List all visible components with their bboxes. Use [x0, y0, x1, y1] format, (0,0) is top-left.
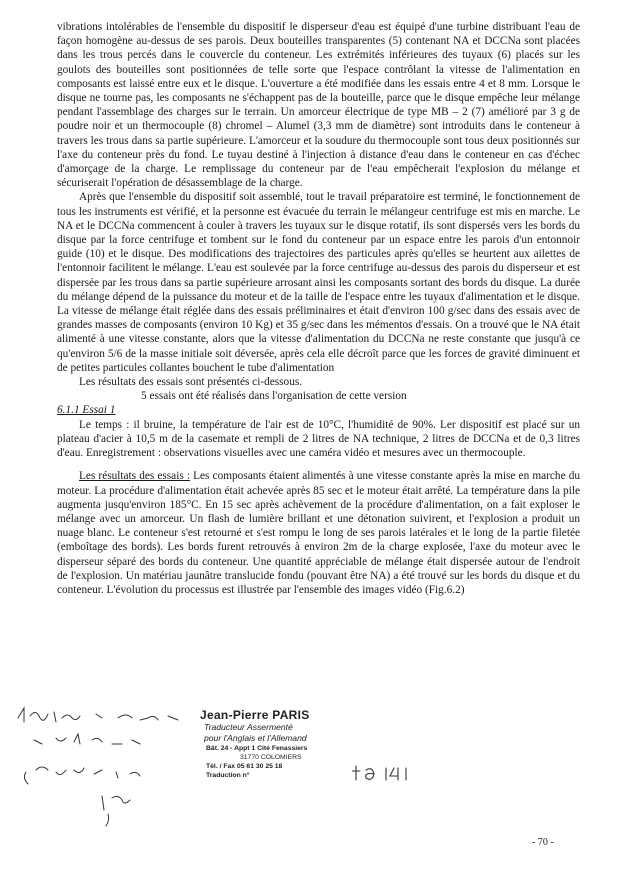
page-number: - 70 -	[532, 837, 554, 848]
paragraph-2: Après que l'ensemble du dispositif soit assemblé, tout le travail préparatoire est terminé, le fonctionnement de tous les instruments est vérifié, et la personne est évacuée du terrain le mélangeur centrifuge est mis en marche. Le NA et le DCCNa commencent à couler à travers les tuyaux sur le disque rotatif, ils sont dispersés vers les bords du disque par la force centrifuge et tombent sur le fond du conteneur par un espace entre les parois d'un entonnoir guide (10) et le disque. Des modifications des trajectoires des particules après qu'elles se heurtent aux ailettes de l'entonnoir facilitent le mélange. L'eau est soulevée par la force centrifuge au-dessus des parois du disperseur et est dispersée par les trous dans sa partie supérieure arrosant ainsi les composants sortant des bords du disque. La durée du mélange dépend de la puissance du moteur et de la taille de l'espace entre les tuyaux d'alimentation et le disque. La vitesse de mélange était réglée dans des essais préliminaires et était d'environ 100 g/sec dans des essais avec de grandes masses de composants (environ 10 Kg) et 35 g/sec dans les mémentos d'essais. On a trouvé que le NA était alimenté à une vitesse constante, alors que la vitesse d'alimentation du DCCNa ne reste constante que jusqu'à ce qu'environ 5/6 de la masse initiale soit déversée, après cela elle décroît parce que les forces de gravité diminuent et de petites particules collantes bouchent le tube d'alimentation	[57, 191, 580, 374]
paragraph-1: vibrations intolérables de l'ensemble du dispositif le disperseur d'eau est équipé d'une turbine distribuant l'eau de façon homogène au-dessus de ses parois. Deux bouteilles transparentes (5) contenant NA et DCCNa sont placées dans les trous percés dans le couvercle du conteneur. Les extrémités inférieures des tuyaux (6) placés sur les goulots des bouteilles sont positionnées de telle sorte que l'espace contrôlant la vitesse de l'alimentation en composants est laissé entre eux et le disque. L'ouverture a été modifiée dans les essais entre 4 et 8 mm. Lorsque le disque ne tourne pas, les composants ne s'échappent pas de la bouteille, parce que le disque empêche leur mélange pendant l'assemblage des charges sur le terrain. Un amorceur électrique de type MB – 2 (7) amélioré par 3 g de poudre noir et un thermocouple (8) chromel – Alumel (3,3 mm de diamètre) sont introduits dans le conteneur à travers les trous dans sa partie supérieure. L'amorceur et la soudure du thermocouple sont tous deux positionnés sur l'axe du conteneur près du fond. Le tuyau destiné à l'injection à distance d'eau dans le conteneur en cas d'échec d'amorçage de la charge. Le remplissage du conteneur par de l'eau empêcherait l'explosion du mélange et sécuriserait l'opération de désassemblage de la charge.	[57, 21, 580, 190]
results-label: Les résultats des essais :	[79, 470, 190, 483]
paragraph-6	[57, 469, 580, 597]
body-text	[57, 20, 580, 597]
stamp-languages: pour l'Anglais et l'Allemand	[204, 733, 307, 743]
handwritten-signature	[8, 700, 208, 840]
stamp-translation-number: Traduction n°	[206, 772, 250, 779]
stamp-phone: Tél. / Fax 05 61 30 25 18	[206, 763, 283, 770]
handwritten-number	[352, 762, 432, 784]
paragraph-5: Le temps : il bruine, la température de l'air est de 10°C, l'humidité de 90%. Ler dispositif est placé sur un plateau d'acier à 10,5 m de la casemate et rempli de 2 litres de NA technique, 2 litres de DCCNa et de 0,3 litres d'eau. Enregistrement : observations visuelles avec une caméra vidéo et mesures avec un thermocouple.	[57, 418, 580, 460]
stamp-title: Traducteur Assermenté	[204, 722, 293, 732]
section-heading: 6.1.1 Essai 1	[57, 404, 116, 417]
paragraph-3: Les résultats des essais sont présentés ci-dessous.	[79, 376, 303, 389]
stamp-address: Bât. 24 - Appt 1 Cité Fenassiers	[206, 745, 308, 752]
results-text: Les composants étaient alimentés à une vitesse constante après la mise en marche du moteur. La procédure d'alimentation était achevée après 85 sec et le moteur était arrêté. La température dans la pile augmenta jusqu'environ 185°C. En 15 sec après achèvement de la procédure d'alimentation, on a fait exploser le mélange avec un amorceur. Un flash de lumière brillant et une détonation suivirent, et l'explosion a produit un nuage blanc. Le conteneur s'est retourné et s'est rompu le long de ses parois latérales et le long de la partie filetée (emboîtage des bords). Les bords furent retrouvés à environ 2m de la charge explosée, l'axe du moteur avec le disperseur séparé des bords du conteneur. Une quantité appréciable de mélange était dispersée autour de l'endroit de l'explosion. Un matériau jaunâtre translucide fondu (pouvant être NA) a été trouvé sur les bords du disque et du conteneur. L'évolution du processus est illustrée par l'ensemble des images vidéo (Fig.6.2)	[57, 470, 580, 596]
stamp-name: Jean-Pierre PARIS	[200, 708, 310, 722]
stamp-city: 31770 COLOMIERS	[240, 754, 302, 761]
paragraph-4: 5 essais ont été réalisés dans l'organisation de cette version	[141, 390, 407, 403]
